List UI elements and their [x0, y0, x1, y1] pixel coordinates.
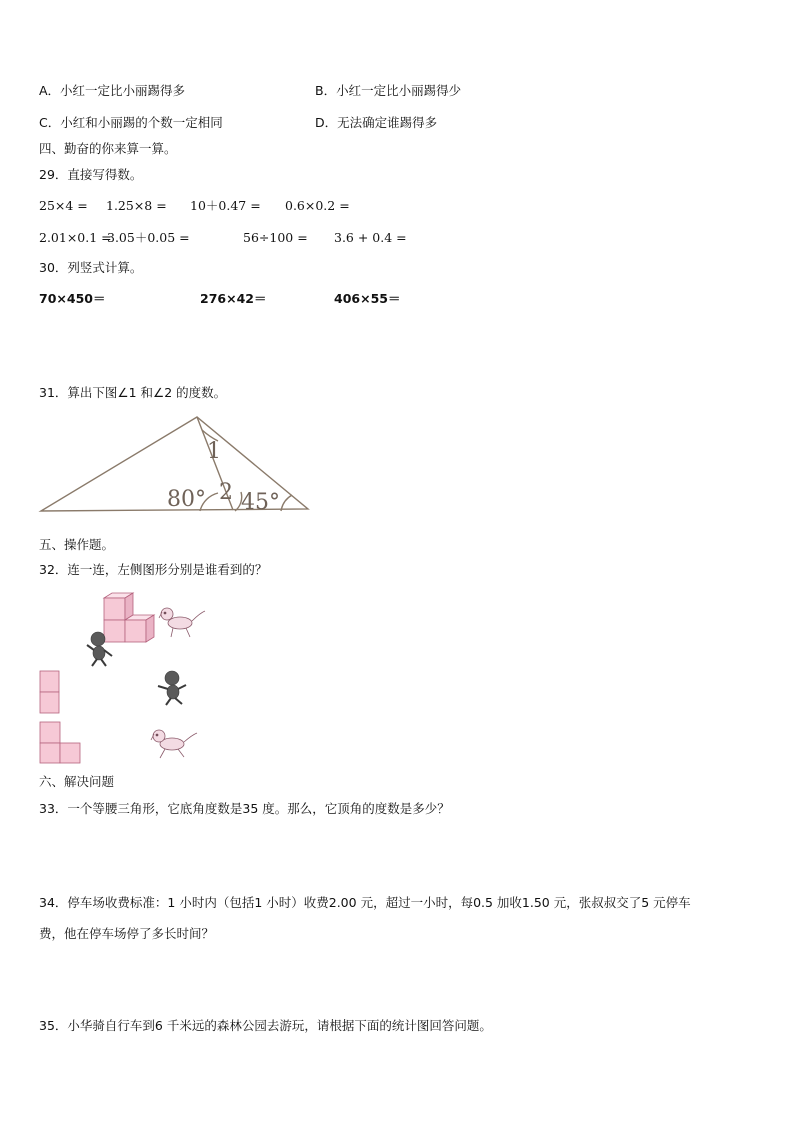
option-c: C．小红和小丽踢的个数一定相同	[39, 115, 223, 130]
q33-text: 33．一个等腰三角形，它底角度数是35 度。那么，它顶角的度数是多少？	[39, 801, 450, 816]
q29-title: 29．直接写得数。	[39, 167, 143, 182]
angle-45-label: 45°	[241, 490, 280, 515]
robot-icon	[158, 671, 186, 705]
view-shape-2	[40, 722, 80, 763]
q30-title: 30．列竖式计算。	[39, 260, 143, 275]
q29-item: 25×4 =	[39, 198, 88, 213]
q29-item: 3.6 + 0.4 =	[334, 230, 407, 245]
view-shape-1	[40, 671, 59, 713]
section-6-heading: 六、解决问题	[39, 774, 115, 789]
dog-icon	[159, 608, 205, 637]
q29-item: 2.01×0.1 =	[39, 230, 112, 245]
cube-stack	[104, 593, 154, 642]
section-5-heading: 五、操作题。	[39, 537, 115, 552]
section-4-heading: 四、勤奋的你来算一算。	[39, 141, 177, 156]
angle-80-label: 80°	[167, 487, 206, 512]
q30-item: 70×450＝	[39, 291, 106, 306]
dog-icon	[151, 730, 197, 758]
q30-item: 276×42＝	[200, 291, 267, 306]
q30-item: 406×55＝	[334, 291, 401, 306]
option-b: B．小红一定比小丽踢得少	[315, 83, 462, 98]
q29-item: 10＋0.47 =	[190, 198, 261, 213]
angle-2-label: 2	[219, 480, 233, 505]
q34-line-2: 费，他在停车场停了多长时间？	[39, 926, 215, 941]
q29-item: 56÷100 =	[243, 230, 308, 245]
q35-text: 35．小华骑自行车到6 千米远的森林公园去游玩，请根据下面的统计图回答问题。	[39, 1018, 492, 1033]
angle-1-label: 1	[207, 439, 221, 464]
q32-title: 32．连一连，左侧图形分别是谁看到的？	[39, 562, 268, 577]
q31-title: 31．算出下图∠1 和∠2 的度数。	[39, 385, 227, 400]
option-a: A．小红一定比小丽踢得多	[39, 83, 186, 98]
q29-item: 1.25×8 =	[106, 198, 167, 213]
option-d: D．无法确定谁踢得多	[315, 115, 438, 130]
q34-line-1: 34．停车场收费标准：1 小时内（包括1 小时）收费2.00 元，超过一小时，每0.5 加收1.50 元，张叔叔交了5 元停车	[39, 895, 691, 910]
q29-item: 3.05＋0.05 =	[107, 230, 190, 245]
q29-item: 0.6×0.2 =	[285, 198, 350, 213]
